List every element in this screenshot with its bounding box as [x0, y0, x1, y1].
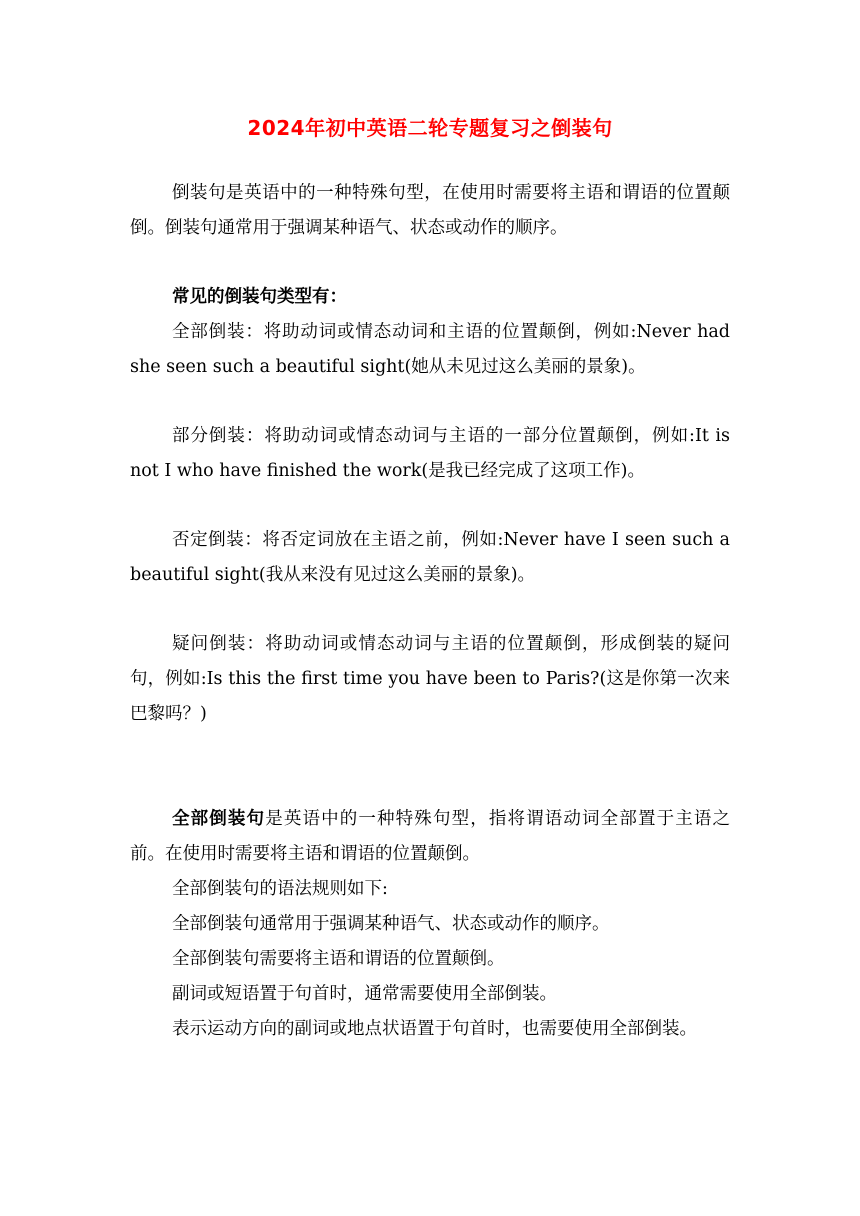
types-heading: 常见的倒装句类型有：: [172, 287, 347, 307]
type-full-inversion: 全部倒装：将助动词或情态动词和主语的位置颠倒，例如:Never had she seen such a beautiful sight(她从未见过这么美丽的景象)。: [130, 322, 730, 377]
full-inversion-definition: [130, 802, 730, 872]
rules-heading: 全部倒装句的语法规则如下:: [172, 879, 388, 899]
rule-item: 全部倒装句需要将主语和谓语的位置颠倒。: [172, 949, 505, 969]
type-question-inversion: 疑问倒装：将助动词或情态动词与主语的位置颠倒，形成倒装的疑问句，例如:Is this the first time you have been to Paris?(这是你第一次来巴黎吗？): [130, 634, 730, 724]
document-title: 2024年初中英语二轮专题复习之倒装句: [247, 116, 613, 140]
rule-item: 表示运动方向的副词或地点状语置于句首时，也需要使用全部倒装。: [172, 1019, 697, 1039]
rule-item: 副词或短语置于句首时，通常需要使用全部倒装。: [172, 984, 557, 1004]
full-inversion-term: 全部倒装句: [172, 809, 266, 829]
type-negative-inversion: 否定倒装：将否定词放在主语之前，例如:Never have I seen such a beautiful sight(我从来没有见过这么美丽的景象)。: [130, 530, 730, 585]
full-inversion-definition-text: 是英语中的一种特殊句型，指将谓语动词全部置于主语之前。在使用时需要将主语和谓语的位置颠倒。: [130, 809, 731, 864]
intro-paragraph: 倒装句是英语中的一种特殊句型，在使用时需要将主语和谓语的位置颠倒。倒装句通常用于强调某种语气、状态或动作的顺序。: [130, 183, 730, 238]
document-body: [130, 176, 730, 1047]
type-partial-inversion: 部分倒装：将助动词或情态动词与主语的一部分位置颠倒，例如:It is not I who have finished the work(是我已经完成了这项工作)。: [130, 426, 730, 481]
rule-item: 全部倒装句通常用于强调某种语气、状态或动作的顺序。: [172, 914, 610, 934]
